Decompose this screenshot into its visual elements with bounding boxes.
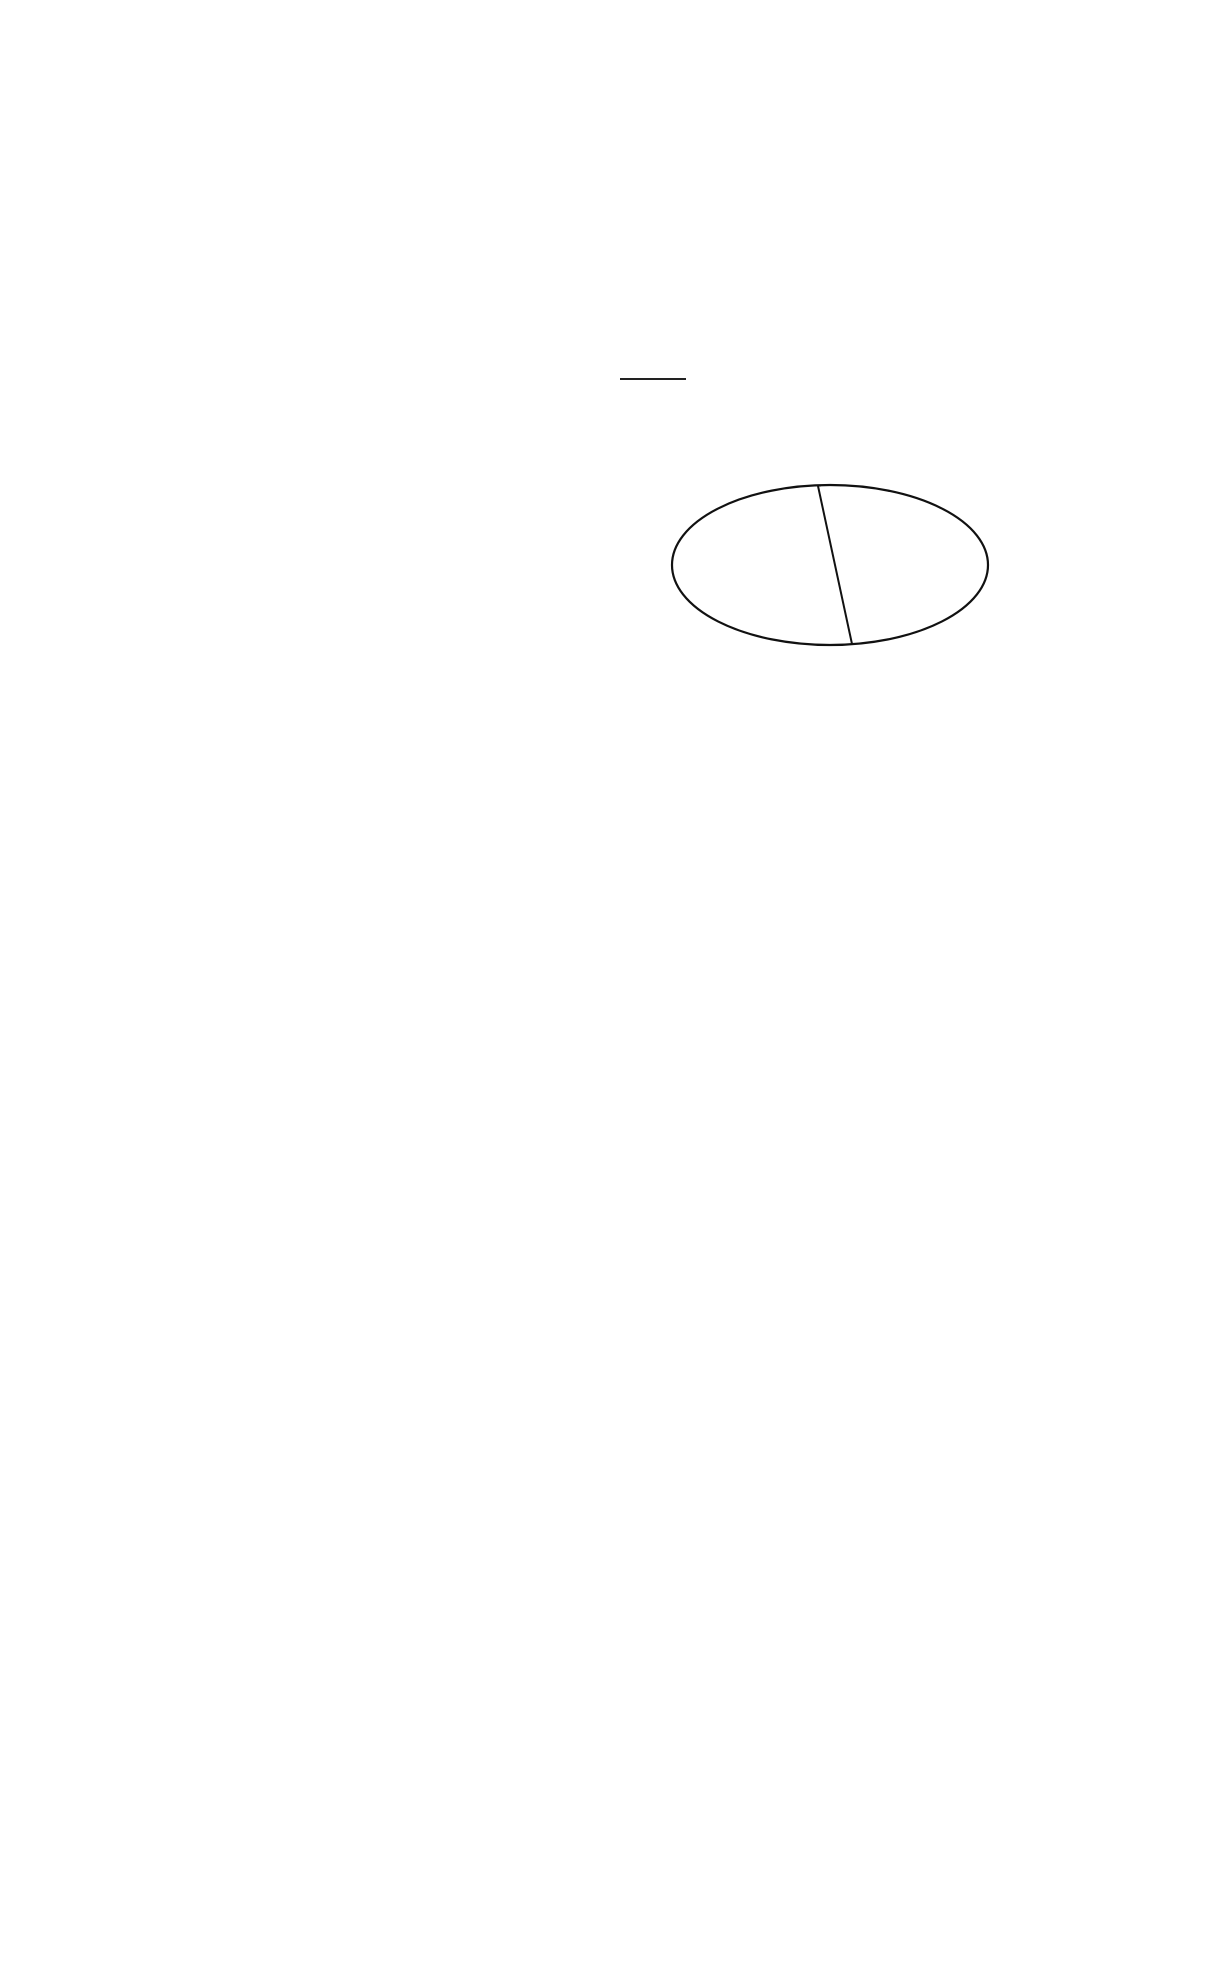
fixed-ellipse (672, 485, 988, 645)
chord-pq (818, 486, 852, 644)
ellipse-figure (670, 455, 1010, 665)
section-divider (620, 378, 686, 380)
